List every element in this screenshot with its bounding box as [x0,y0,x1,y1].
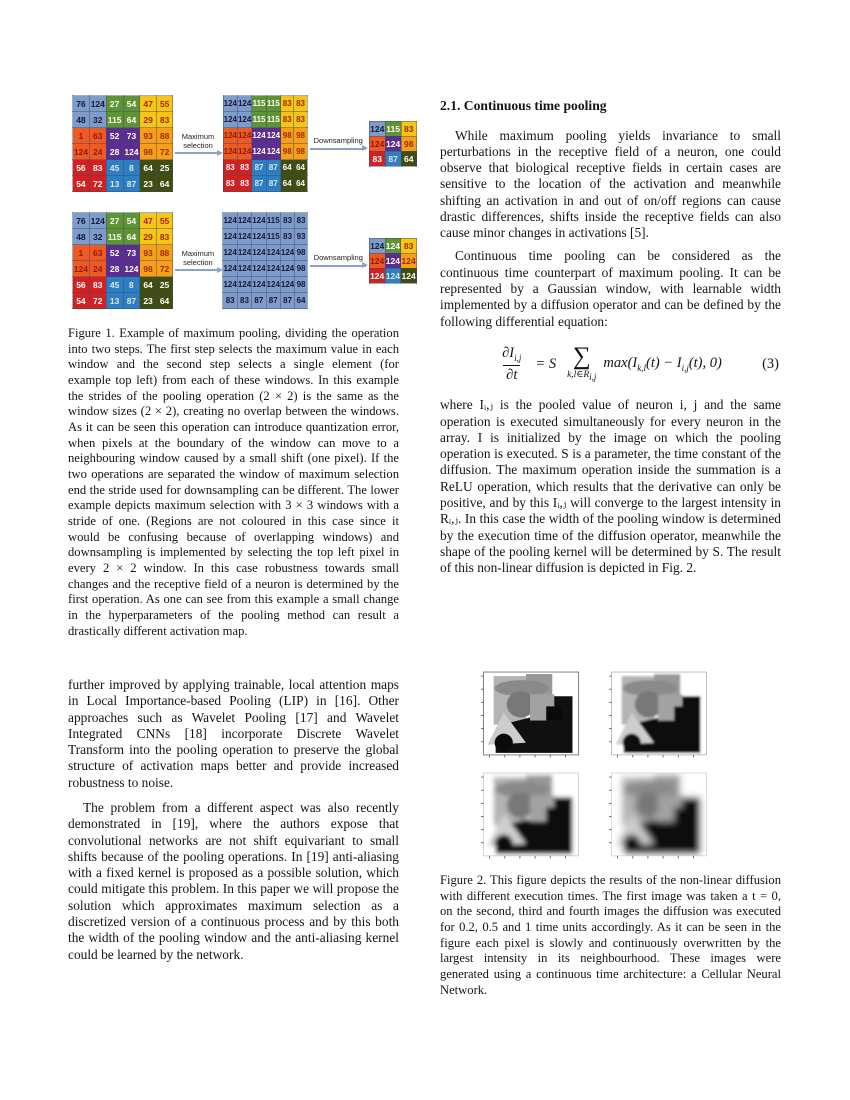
example1-input-grid [72,95,173,192]
grid-cell: 13 [106,293,123,309]
maximum-selection-label: Maximum selection [181,131,215,150]
grid-cell: 124 [385,136,401,151]
grid-cell: 87 [385,151,401,166]
grid-cell: 98 [294,144,307,160]
grid-cell: 93 [140,128,156,144]
grid-cell: 63 [89,128,106,144]
grid-cell: 98 [295,277,308,293]
grid-cell: 87 [280,293,294,309]
grid-cell: 64 [401,151,416,166]
grid-cell: 64 [281,176,294,192]
grid-cell: 124 [237,144,251,160]
grid-cell: 64 [156,176,173,192]
grid-cell: 124 [385,268,401,283]
grid-cell: 124 [266,128,280,144]
grid-cell: 98 [281,128,294,144]
grid-cell: 27 [106,213,123,229]
figure2-image-grid [473,670,711,864]
grid-cell: 1 [73,245,90,261]
right-column [440,98,781,576]
grid-cell: 87 [252,293,266,309]
grid-cell: 64 [140,160,156,176]
grid-cell: 124 [73,261,90,277]
grid-cell: 54 [73,293,90,309]
grid-cell: 124 [252,245,266,261]
grid-cell: 28 [106,144,123,160]
grid-cell: 124 [237,213,251,229]
grid-cell: 76 [73,96,90,112]
grid-cell: 47 [140,213,156,229]
grid-cell: 124 [223,112,237,128]
grid-cell: 13 [106,176,123,192]
summation-limits: $k,l\in R_{i,j}$ [567,370,597,383]
grid-cell: 124 [280,261,294,277]
grid-cell: 83 [223,176,237,192]
grid-cell: 98 [295,245,308,261]
right-arrow-icon [310,148,366,150]
downsampling-step [308,254,369,267]
paragraph: While maximum pooling yields invariance to small perturbations in the receptive field of a neuron, one could observe that biological receptive fields in certain cases are sensitive to the location of the activation and meanwhile shifting an activation in and out of on/off regions can cause drastic differences, shifts inside the receptive fields can also cause minor changes in activations [5]. [440,127,781,241]
grid-cell: 124 [237,128,251,144]
grid-cell: 124 [266,144,280,160]
grid-cell: 55 [156,213,173,229]
downsampling-label: Downsampling [313,136,363,146]
grid-cell: 55 [156,96,173,112]
grid-cell: 124 [385,253,401,268]
grid-cell: 88 [156,128,173,144]
grid-cell: 83 [369,151,385,166]
left-column-body [68,677,399,963]
grid-cell: 24 [89,144,106,160]
equals-coefficient: = S [535,355,557,372]
grid-cell: 124 [252,229,266,245]
example2-output-grid [369,238,417,284]
summation [567,343,597,383]
grid-cell: 54 [73,176,90,192]
grid-cell: 83 [280,229,294,245]
figure1-example2-row [72,212,417,309]
grid-cell: 72 [156,144,173,160]
grid-cell: 124 [369,121,385,136]
grid-cell: 124 [369,253,385,268]
grid-cell: 124 [252,213,266,229]
grid-cell: 83 [223,293,237,309]
grid-cell: 124 [73,144,90,160]
grid-cell: 115 [266,229,280,245]
paragraph: further improved by applying trainable, local attention maps in Local Importance-based Pooling (LIP) in [16]. Other approaches such as Wavelet Pooling [17] and Wavelet Integrated CNNs [18] incorporate Discrete Wavelet Transform into the pooling operation to preserve the global structure of activation maps better and provide increased robustness to noise. [68,677,399,790]
grid-cell: 124 [266,245,280,261]
grid-cell: 32 [89,229,106,245]
grid-cell: 83 [401,238,417,253]
partial-derivative-fraction [499,345,524,384]
grid-cell: 93 [140,245,156,261]
grid-cell: 124 [223,245,237,261]
grid-cell: 83 [294,112,307,128]
grid-cell: 72 [156,261,173,277]
grid-cell: 124 [237,277,251,293]
grid-cell: 124 [223,277,237,293]
equation-body: $\max(I_{k,l}(t) - I_{i,j}(t)$, 0) [603,355,722,374]
paragraph: where Iᵢ,ⱼ is the pooled value of neuron i, j and the same operation is executed simultaneously for every neuron in the array. I is initialized by the image on which the pooling operation is executed. S is a parameter, the time constant of the diffusion. The maximum operation inside the summation is a ReLU operation, which results that the derivative can only be positive, and by this Iᵢ,ⱼ will converge to the largest intensity in Rᵢ,ⱼ. In this case the width of the pooling window is determined by the execution time of the diffusion operator, meanwhile the shape of the pooling kernel will be determined by S. The result of this non-linear diffusion is depicted in Fig. 2. [440,397,781,576]
figure2-panel-t02 [601,670,711,763]
grid-cell: 48 [73,229,90,245]
grid-cell: 83 [156,229,173,245]
grid-cell: 87 [123,176,140,192]
grid-cell: 124 [223,144,237,160]
grid-cell: 64 [156,293,173,309]
fraction-denominator: ∂t [503,365,520,385]
grid-cell: 124 [237,229,251,245]
grid-cell: 124 [266,261,280,277]
downsampling-step [308,137,369,150]
grid-cell: 29 [140,229,156,245]
grid-cell: 23 [140,293,156,309]
grid-cell: 45 [106,160,123,176]
grid-cell: 52 [106,245,123,261]
grid-cell: 124 [401,268,417,283]
grid-cell: 87 [252,160,266,176]
maximum-selection-label: Maximum selection [181,248,215,267]
grid-cell: 124 [123,144,140,160]
grid-cell: 124 [401,253,417,268]
grid-cell: 56 [73,277,90,293]
grid-cell: 98 [140,144,156,160]
section-heading: 2.1. Continuous time pooling [440,98,607,113]
grid-cell: 124 [223,128,237,144]
grid-cell: 54 [123,213,140,229]
grid-cell: 25 [156,160,173,176]
example2-pooled-grid [222,212,307,309]
grid-cell: 124 [369,238,385,253]
grid-cell: 83 [295,213,308,229]
grid-cell: 64 [123,112,140,128]
grid-cell: 83 [280,213,294,229]
grid-cell: 124 [223,213,237,229]
grid-cell: 124 [369,136,385,151]
grid-cell: 124 [280,277,294,293]
grid-cell: 76 [73,213,90,229]
grid-cell: 27 [106,96,123,112]
grid-cell: 64 [123,229,140,245]
grid-cell: 115 [106,229,123,245]
figure1-diagram [72,95,417,329]
grid-cell: 8 [123,160,140,176]
figure2-diagram [473,670,711,864]
grid-cell: 87 [266,160,280,176]
grid-cell: 115 [266,213,280,229]
grid-cell: 83 [401,121,416,136]
grid-cell: 28 [106,261,123,277]
grid-cell: 124 [266,277,280,293]
example1-output-grid [369,121,417,167]
grid-cell: 124 [280,245,294,261]
grid-cell: 124 [237,245,251,261]
grid-cell: 115 [385,121,401,136]
grid-cell: 1 [73,128,90,144]
grid-cell: 64 [295,293,308,309]
equation-number: (3) [762,355,779,372]
figure2-panel-t1 [601,771,711,864]
grid-cell: 115 [266,112,280,128]
maximum-selection-step [173,133,222,154]
grid-cell: 64 [140,277,156,293]
grid-cell: 83 [281,96,294,112]
grid-cell: 56 [73,160,90,176]
grid-cell: 23 [140,176,156,192]
example2-input-grid [72,212,173,309]
figure2-caption: Figure 2. This figure depicts the results of the non-linear diffusion with different execution times. The first image was taken a t = 0, on the second, third and fourth images the diffusion was executed for 0.2, 0.5 and 1 time units accordingly. As it can be seen in the figure each pixel is slowly and continuously overwritten by the largest intensity in its neighbourhood. These images were generated using a continuous time architecture: a Cellular Neural Network. [440,873,781,997]
grid-cell: 52 [106,128,123,144]
grid-cell: 25 [156,277,173,293]
grid-cell: 24 [89,261,106,277]
downsampling-label: Downsampling [313,253,363,263]
grid-cell: 83 [89,277,106,293]
grid-cell: 64 [294,160,307,176]
maximum-selection-step [173,250,222,271]
grid-cell: 87 [266,176,280,192]
grid-cell: 73 [123,245,140,261]
grid-cell: 98 [281,144,294,160]
grid-cell: 93 [295,229,308,245]
grid-cell: 83 [281,112,294,128]
grid-cell: 98 [140,261,156,277]
example1-pooled-grid [223,95,308,192]
grid-cell: 32 [89,112,106,128]
grid-cell: 115 [106,112,123,128]
grid-cell: 124 [89,96,106,112]
grid-cell: 87 [252,176,266,192]
grid-cell: 83 [294,96,307,112]
grid-cell: 8 [123,277,140,293]
grid-cell: 124 [369,268,385,283]
right-arrow-icon [310,265,366,267]
grid-cell: 87 [266,293,280,309]
grid-cell: 88 [156,245,173,261]
grid-cell: 64 [281,160,294,176]
grid-cell: 45 [106,277,123,293]
grid-cell: 124 [89,213,106,229]
grid-cell: 124 [123,261,140,277]
grid-cell: 124 [252,128,266,144]
grid-cell: 124 [237,261,251,277]
figure2-panel-t0 [473,670,583,763]
grid-cell: 47 [140,96,156,112]
figure2-panel-t05 [473,771,583,864]
grid-cell: 124 [252,144,266,160]
grid-cell: 83 [237,160,251,176]
grid-cell: 124 [237,96,251,112]
grid-cell: 98 [295,261,308,277]
grid-cell: 83 [89,160,106,176]
grid-cell: 115 [252,112,266,128]
figure1-caption: Figure 1. Example of maximum pooling, dividing the operation into two steps. The first step selects the maximum value in each window and the second step selects a single element (for example top left) from each of these windows. In this example the strides of the pooling operation (2 × 2) is the same as the window sizes (2 × 2), creating no overlap between the windows. As it can be seen this operation can introduce quantization error, when pixels at the boundary of the window can move to a neighbouring window caused by a small shift (one pixel). If the two operations are separated the window of maximum selection end the stride used for downsampling can be different. The lower example depicts maximum selection with 3 × 3 windows with a stride of one. (Regions are not coloured in this case since it would be confusing because of overlapping windows) and downsampling is implemented by selecting the top left pixel in every 2 × 2 window. In this case robustness towards small changes and the receptive field of a neuron is determined by the first operation. As one can see from this example a small change in the hyperparameters of the pooling method can result a drastically different activation map. [68,326,399,638]
grid-cell: 29 [140,112,156,128]
grid-cell: 63 [89,245,106,261]
grid-cell: 115 [266,96,280,112]
equation-3 [440,345,781,384]
grid-cell: 83 [223,160,237,176]
grid-cell: 124 [385,238,401,253]
grid-cell: 83 [237,293,251,309]
grid-cell: 64 [294,176,307,192]
grid-cell: 48 [73,112,90,128]
grid-cell: 83 [156,112,173,128]
grid-cell: 98 [294,128,307,144]
paragraph: Continuous time pooling can be considered as the continuous time counterpart of maximum pooling. It can be represented by a Gaussian window, with learnable width implemented by a diffusion operator and can be defined by the following differential equation: [440,248,781,329]
grid-cell: 73 [123,128,140,144]
grid-cell: 72 [89,176,106,192]
grid-cell: 54 [123,96,140,112]
grid-cell: 115 [252,96,266,112]
grid-cell: 124 [252,261,266,277]
grid-cell: 124 [237,112,251,128]
grid-cell: 124 [223,229,237,245]
grid-cell: 124 [223,96,237,112]
figure1-example1-row [72,95,417,192]
right-arrow-icon [175,269,220,271]
paragraph: The problem from a different aspect was also recently demonstrated in [19], where the authors expose that convolutional networks are not shift equivariant to small shifts because of the pooling operations. In [19] anti-aliasing with a fixed kernel is proposed as a possible solution, which could mitigate this problem. In this paper we will propose the solution which approximates maximum selection as a discretized version of a continuous process and by this both the width of the pooling window and the anti-aliasing kernel could be learned by the network. [68,799,399,962]
right-arrow-icon [175,152,220,154]
grid-cell: 83 [237,176,251,192]
grid-cell: 98 [401,136,416,151]
grid-cell: 72 [89,293,106,309]
sigma-symbol: ∑ [572,343,591,371]
grid-cell: 124 [252,277,266,293]
grid-cell: 124 [223,261,237,277]
grid-cell: 87 [123,293,140,309]
fraction-numerator: $\partial I_{i,j}$ [502,344,522,363]
